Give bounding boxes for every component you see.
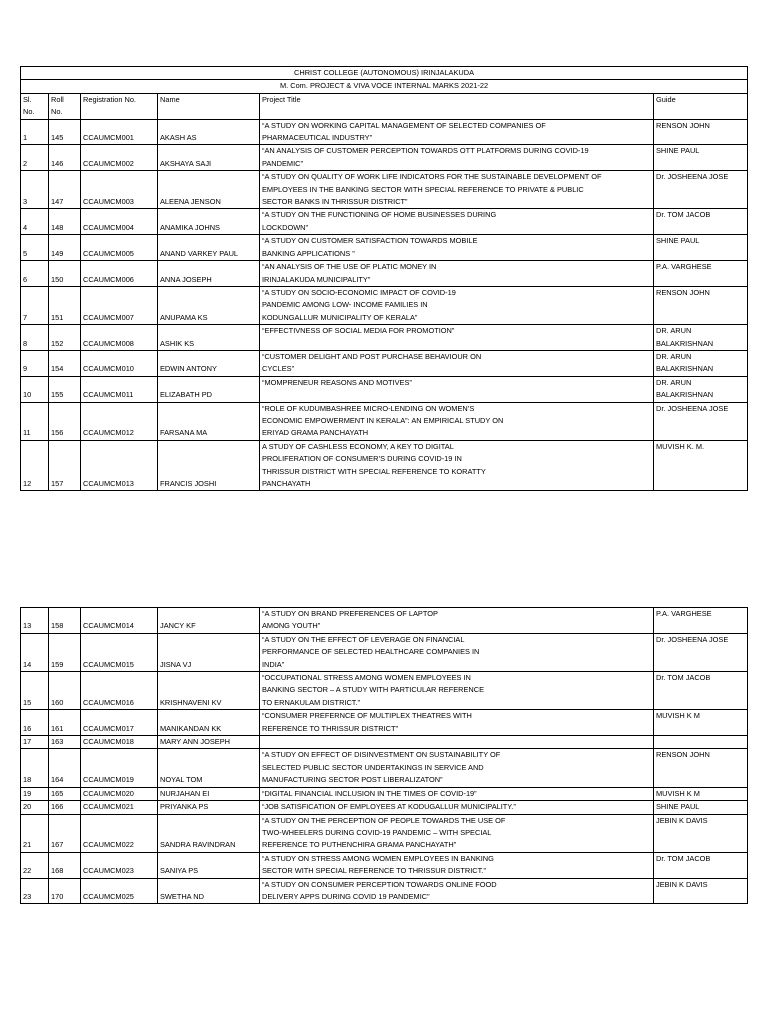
project-title-line: TWO-WHEELERS DURING COVID-19 PANDEMIC – WITH SPECIAL bbox=[262, 827, 492, 837]
registration-no-cell: CCAUMCM014 bbox=[81, 608, 158, 634]
name-cell: ELIZABATH PD bbox=[158, 376, 260, 402]
roll-no-cell: 152 bbox=[49, 325, 81, 351]
registration-no-cell: CCAUMCM022 bbox=[81, 814, 158, 852]
project-title-line: DELIVERY APPS DURING COVID 19 PANDEMIC” bbox=[262, 891, 430, 901]
project-title-line: TO ERNAKULAM DISTRICT.” bbox=[262, 697, 361, 707]
name-cell: ANUPAMA KS bbox=[158, 286, 260, 324]
guide-cell bbox=[654, 672, 748, 710]
guide-cell bbox=[654, 119, 748, 145]
name-cell: JISNA VJ bbox=[158, 633, 260, 671]
registration-no-cell: CCAUMCM003 bbox=[81, 171, 158, 209]
project-title-cell bbox=[260, 608, 654, 634]
project-title-line: PHARMACEUTICAL INDUSTRY” bbox=[262, 133, 373, 143]
college-title-row bbox=[21, 67, 748, 80]
table-row bbox=[21, 350, 748, 376]
roll-no-cell: 146 bbox=[49, 145, 81, 171]
project-title-line: LOCKDOWN” bbox=[262, 222, 308, 232]
project-title-cell bbox=[260, 376, 654, 402]
project-title-line: “ROLE OF KUDUMBASHREE MICRO-LENDING ON WOMEN’S bbox=[262, 403, 475, 413]
name-cell: FARSANA MA bbox=[158, 402, 260, 440]
project-title-cell bbox=[260, 235, 654, 261]
table-row bbox=[21, 787, 748, 800]
project-title-line: KODUNGALLUR MUNICIPALITY OF KERALA” bbox=[262, 312, 418, 322]
roll-no-cell: 145 bbox=[49, 119, 81, 145]
sl-no-header: Sl. No. bbox=[21, 93, 49, 119]
name-cell: SANIYA PS bbox=[158, 852, 260, 878]
sl-no-cell: 16 bbox=[21, 710, 49, 736]
table-row bbox=[21, 440, 748, 491]
sl-no-cell: 23 bbox=[21, 878, 49, 904]
project-title-line: MANUFACTURING SECTOR POST LIBERALIZATON” bbox=[262, 775, 443, 785]
registration-no-cell: CCAUMCM004 bbox=[81, 209, 158, 235]
project-title-line: BANKING SECTOR – A STUDY WITH PARTICULAR REFERENCE bbox=[262, 685, 485, 695]
project-title-cell bbox=[260, 440, 654, 491]
roll-no-header: Roll No. bbox=[49, 93, 81, 119]
guide-cell bbox=[654, 787, 748, 800]
project-title-line: “CONSUMER PREFERNCE OF MULTIPLEX THEATRES WITH bbox=[262, 711, 472, 721]
guide-line: JEBIN K DAVIS bbox=[656, 879, 708, 889]
roll-no-cell: 150 bbox=[49, 261, 81, 287]
project-title-cell bbox=[260, 787, 654, 800]
project-title-cell bbox=[260, 145, 654, 171]
table-row bbox=[21, 633, 748, 671]
name-cell: ALEENA JENSON bbox=[158, 171, 260, 209]
guide-line: Dr. TOM JACOB bbox=[656, 673, 711, 683]
roll-no-cell: 168 bbox=[49, 852, 81, 878]
registration-no-cell: CCAUMCM007 bbox=[81, 286, 158, 324]
project-title-line: “A STUDY ON WORKING CAPITAL MANAGEMENT OF SELECTED COMPANIES OF bbox=[262, 120, 546, 130]
project-title-line: REFERENCE TO PUTHENCHIRA GRAMA PANCHAYATH” bbox=[262, 840, 457, 850]
project-title-cell bbox=[260, 736, 654, 749]
roll-no-cell: 151 bbox=[49, 286, 81, 324]
exam-title-row bbox=[21, 80, 748, 93]
name-cell: AKASH AS bbox=[158, 119, 260, 145]
table-row bbox=[21, 814, 748, 852]
table-row bbox=[21, 710, 748, 736]
project-title-line: BANKING APPLICATIONS ” bbox=[262, 248, 355, 258]
project-title-cell bbox=[260, 878, 654, 904]
guide-cell bbox=[654, 325, 748, 351]
name-cell: ANNA JOSEPH bbox=[158, 261, 260, 287]
registration-no-cell: CCAUMCM001 bbox=[81, 119, 158, 145]
registration-no-cell: CCAUMCM002 bbox=[81, 145, 158, 171]
guide-cell bbox=[654, 171, 748, 209]
sl-no-cell: 6 bbox=[21, 261, 49, 287]
guide-cell bbox=[654, 235, 748, 261]
sl-no-cell: 21 bbox=[21, 814, 49, 852]
registration-no-cell: CCAUMCM013 bbox=[81, 440, 158, 491]
sl-no-cell: 2 bbox=[21, 145, 49, 171]
project-title-cell bbox=[260, 852, 654, 878]
project-title-line: “OCCUPATIONAL STRESS AMONG WOMEN EMPLOYEES IN bbox=[262, 673, 471, 683]
project-title-line: CYCLES” bbox=[262, 364, 295, 374]
sl-no-cell: 10 bbox=[21, 376, 49, 402]
table-row bbox=[21, 672, 748, 710]
sl-no-cell: 14 bbox=[21, 633, 49, 671]
name-cell: SWETHA ND bbox=[158, 878, 260, 904]
project-title-line: PANCHAYATH bbox=[262, 479, 311, 488]
guide-cell bbox=[654, 402, 748, 440]
name-header: Name bbox=[158, 93, 260, 119]
table-row bbox=[21, 171, 748, 209]
sl-no-cell: 4 bbox=[21, 209, 49, 235]
project-title-line: ERIYAD GRAMA PANCHAYATH bbox=[262, 428, 369, 438]
registration-no-cell: CCAUMCM019 bbox=[81, 749, 158, 787]
sl-no-cell: 13 bbox=[21, 608, 49, 634]
project-title-cell bbox=[260, 171, 654, 209]
guide-cell bbox=[654, 440, 748, 491]
project-title-line: SECTOR WITH SPECIAL REFERENCE TO THRISSUR DISTRICT.” bbox=[262, 866, 486, 876]
roll-no-cell: 156 bbox=[49, 402, 81, 440]
registration-no-cell: CCAUMCM005 bbox=[81, 235, 158, 261]
guide-cell bbox=[654, 350, 748, 376]
project-title-line: “A STUDY ON STRESS AMONG WOMEN EMPLOYEES IN BANKING bbox=[262, 853, 494, 863]
project-title-line: “A STUDY ON CUSTOMER SATISFACTION TOWARDS MOBILE bbox=[262, 236, 478, 246]
name-cell: ANAND VARKEY PAUL bbox=[158, 235, 260, 261]
project-title-line: SELECTED PUBLIC SECTOR UNDERTAKINGS IN SERVICE AND bbox=[262, 762, 484, 772]
roll-no-cell: 163 bbox=[49, 736, 81, 749]
guide-cell bbox=[654, 145, 748, 171]
exam-title: M. Com. PROJECT & VIVA VOCE INTERNAL MARKS 2021-22 bbox=[21, 80, 748, 93]
project-title-line: “A STUDY ON BRAND PREFERENCES OF LAPTOP bbox=[262, 609, 438, 618]
sl-no-cell: 17 bbox=[21, 736, 49, 749]
guide-header: Guide bbox=[654, 93, 748, 119]
guide-line: P.A. VARGHESE bbox=[656, 609, 712, 618]
sl-no-cell: 1 bbox=[21, 119, 49, 145]
guide-cell bbox=[654, 633, 748, 671]
sl-no-cell: 18 bbox=[21, 749, 49, 787]
project-title-cell bbox=[260, 209, 654, 235]
project-title-line: INDIA” bbox=[262, 659, 285, 669]
sl-no-cell: 15 bbox=[21, 672, 49, 710]
guide-line: DR. ARUN bbox=[656, 351, 692, 361]
guide-cell bbox=[654, 261, 748, 287]
project-title-line: AMONG YOUTH” bbox=[262, 621, 321, 631]
registration-no-cell: CCAUMCM023 bbox=[81, 852, 158, 878]
project-title-line: “EFFECTIVNESS OF SOCIAL MEDIA FOR PROMOTION” bbox=[262, 326, 455, 336]
roll-no-cell: 165 bbox=[49, 787, 81, 800]
name-cell: EDWIN ANTONY bbox=[158, 350, 260, 376]
table-row bbox=[21, 209, 748, 235]
sl-no-cell: 8 bbox=[21, 325, 49, 351]
project-title-line: SECTOR BANKS IN THRISSUR DISTRICT” bbox=[262, 197, 408, 207]
registration-no-header: Registration No. bbox=[81, 93, 158, 119]
registration-no-cell: CCAUMCM010 bbox=[81, 350, 158, 376]
guide-line: BALAKRISHNAN bbox=[656, 338, 714, 348]
roll-no-cell: 160 bbox=[49, 672, 81, 710]
project-title-line: “A STUDY ON THE PERCEPTION OF PEOPLE TOWARDS THE USE OF bbox=[262, 815, 506, 825]
project-title-line: PANDEMIC” bbox=[262, 158, 303, 168]
roll-no-cell: 164 bbox=[49, 749, 81, 787]
guide-line: RENSON JOHN bbox=[656, 750, 710, 760]
project-title-line: “MOMPRENEUR REASONS AND MOTIVES” bbox=[262, 377, 412, 387]
table-row bbox=[21, 736, 748, 749]
sl-no-cell: 3 bbox=[21, 171, 49, 209]
guide-line: MUVISH K. M. bbox=[656, 441, 705, 451]
name-cell: KRISHNAVENI KV bbox=[158, 672, 260, 710]
guide-line: RENSON JOHN bbox=[656, 287, 710, 297]
sl-no-cell: 9 bbox=[21, 350, 49, 376]
sl-no-cell: 12 bbox=[21, 440, 49, 491]
name-cell: ANAMIKA JOHNS bbox=[158, 209, 260, 235]
guide-line: DR. ARUN bbox=[656, 377, 692, 387]
project-title-line: “CUSTOMER DELIGHT AND POST PURCHASE BEHAVIOUR ON bbox=[262, 351, 482, 361]
project-title-line: PERFORMANCE OF SELECTED HEALTHCARE COMPANIES IN bbox=[262, 647, 480, 657]
registration-no-cell: CCAUMCM012 bbox=[81, 402, 158, 440]
guide-cell bbox=[654, 801, 748, 814]
guide-line: DR. ARUN bbox=[656, 326, 692, 336]
registration-no-cell: CCAUMCM020 bbox=[81, 787, 158, 800]
guide-cell bbox=[654, 852, 748, 878]
project-title-header: Project Title bbox=[260, 93, 654, 119]
guide-line: SHINE PAUL bbox=[656, 146, 700, 156]
roll-no-cell: 166 bbox=[49, 801, 81, 814]
roll-no-cell: 155 bbox=[49, 376, 81, 402]
project-title-line: “AN ANALYSIS OF CUSTOMER PERCEPTION TOWARDS OTT PLATFORMS DURING COVID-19 bbox=[262, 146, 589, 156]
project-title-line: “DIGITAL FINANCIAL INCLUSION IN THE TIMES OF COVID-19” bbox=[262, 788, 477, 798]
sl-no-cell: 22 bbox=[21, 852, 49, 878]
table-row bbox=[21, 119, 748, 145]
table-row bbox=[21, 261, 748, 287]
sl-no-cell: 7 bbox=[21, 286, 49, 324]
project-title-line: PANDEMIC AMONG LOW- INCOME FAMILIES IN bbox=[262, 300, 428, 310]
column-header-row bbox=[21, 93, 748, 119]
project-title-line: “AN ANALYSIS OF THE USE OF PLATIC MONEY IN bbox=[262, 262, 437, 272]
name-cell: FRANCIS JOSHI bbox=[158, 440, 260, 491]
table-row bbox=[21, 608, 748, 634]
marks-table-part-2 bbox=[20, 607, 748, 904]
project-title-line: “A STUDY ON SOCIO-ECONOMIC IMPACT OF COVID-19 bbox=[262, 287, 456, 297]
registration-no-cell: CCAUMCM021 bbox=[81, 801, 158, 814]
project-title-cell bbox=[260, 801, 654, 814]
table-row bbox=[21, 376, 748, 402]
table-row bbox=[21, 145, 748, 171]
project-title-line: ECONOMIC EMPOWERMENT IN KERALA”: AN EMPIRICAL STUDY ON bbox=[262, 415, 504, 425]
table-row bbox=[21, 325, 748, 351]
project-title-cell bbox=[260, 402, 654, 440]
guide-cell bbox=[654, 376, 748, 402]
guide-line: P.A. VARGHESE bbox=[656, 262, 712, 272]
guide-line: SHINE PAUL bbox=[656, 236, 700, 246]
marks-table-part-1 bbox=[20, 66, 748, 491]
guide-line: JEBIN K DAVIS bbox=[656, 815, 708, 825]
project-title-cell bbox=[260, 119, 654, 145]
project-title-line: PROLIFERATION OF CONSUMER’S DURING COVID-19 IN bbox=[262, 454, 462, 464]
guide-line: Dr. TOM JACOB bbox=[656, 210, 711, 220]
guide-cell bbox=[654, 878, 748, 904]
guide-line: Dr. JOSHEENA JOSE bbox=[656, 634, 729, 644]
name-cell: AKSHAYA SAJI bbox=[158, 145, 260, 171]
project-title-cell bbox=[260, 633, 654, 671]
sl-no-cell: 19 bbox=[21, 787, 49, 800]
table-row bbox=[21, 402, 748, 440]
registration-no-cell: CCAUMCM008 bbox=[81, 325, 158, 351]
sl-no-cell: 5 bbox=[21, 235, 49, 261]
project-title-cell bbox=[260, 710, 654, 736]
guide-line: SHINE PAUL bbox=[656, 802, 700, 812]
project-title-line: “A STUDY ON EFFECT OF DISINVESTMENT ON SUSTAINABILITY OF bbox=[262, 750, 501, 760]
table-row bbox=[21, 852, 748, 878]
table-row bbox=[21, 286, 748, 324]
guide-line: BALAKRISHNAN bbox=[656, 364, 714, 374]
table-row bbox=[21, 749, 748, 787]
roll-no-cell: 149 bbox=[49, 235, 81, 261]
project-title-cell bbox=[260, 814, 654, 852]
project-title-line: “A STUDY ON THE FUNCTIONING OF HOME BUSINESSES DURING bbox=[262, 210, 497, 220]
guide-cell bbox=[654, 209, 748, 235]
project-title-cell bbox=[260, 672, 654, 710]
project-title-line: “JOB SATISFICATION OF EMPLOYEES AT KODUGALLUR MUNICIPALITY.” bbox=[262, 802, 516, 812]
sl-no-cell: 11 bbox=[21, 402, 49, 440]
project-title-line: THRISSUR DISTRICT WITH SPECIAL REFERENCE TO KORATTY bbox=[262, 466, 486, 476]
registration-no-cell: CCAUMCM006 bbox=[81, 261, 158, 287]
project-title-line: A STUDY OF CASHLESS ECONOMY, A KEY TO DIGITAL bbox=[262, 441, 454, 451]
guide-cell bbox=[654, 814, 748, 852]
roll-no-cell: 154 bbox=[49, 350, 81, 376]
table-row bbox=[21, 235, 748, 261]
guide-cell bbox=[654, 749, 748, 787]
roll-no-cell: 158 bbox=[49, 608, 81, 634]
guide-cell bbox=[654, 710, 748, 736]
roll-no-cell: 161 bbox=[49, 710, 81, 736]
college-title: CHRIST COLLEGE (AUTONOMOUS) IRINJALAKUDA bbox=[21, 67, 748, 80]
registration-no-cell: CCAUMCM015 bbox=[81, 633, 158, 671]
name-cell: PRIYANKA PS bbox=[158, 801, 260, 814]
guide-line: Dr. JOSHEENA JOSE bbox=[656, 403, 729, 413]
guide-line: Dr. TOM JACOB bbox=[656, 853, 711, 863]
name-cell: JANCY KF bbox=[158, 608, 260, 634]
roll-no-cell: 148 bbox=[49, 209, 81, 235]
registration-no-cell: CCAUMCM011 bbox=[81, 376, 158, 402]
project-title-line: EMPLOYEES IN THE BANKING SECTOR WITH SPECIAL REFERENCE TO PRIVATE & PUBLIC bbox=[262, 184, 584, 194]
project-title-cell bbox=[260, 749, 654, 787]
project-title-cell bbox=[260, 286, 654, 324]
guide-cell bbox=[654, 286, 748, 324]
name-cell: SANDRA RAVINDRAN bbox=[158, 814, 260, 852]
registration-no-cell: CCAUMCM017 bbox=[81, 710, 158, 736]
table-row bbox=[21, 878, 748, 904]
guide-line: MUVISH K M bbox=[656, 711, 700, 721]
roll-no-cell: 157 bbox=[49, 440, 81, 491]
name-cell: NURJAHAN EI bbox=[158, 787, 260, 800]
roll-no-cell: 159 bbox=[49, 633, 81, 671]
project-title-line: “A STUDY ON QUALITY OF WORK LIFE INDICATORS FOR THE SUSTAINABLE DEVELOPMENT OF bbox=[262, 172, 602, 182]
name-cell: NOYAL TOM bbox=[158, 749, 260, 787]
project-title-line: “A STUDY ON CONSUMER PERCEPTION TOWARDS ONLINE FOOD bbox=[262, 879, 497, 889]
roll-no-cell: 170 bbox=[49, 878, 81, 904]
guide-cell bbox=[654, 608, 748, 634]
guide-line: MUVISH K M bbox=[656, 788, 700, 798]
guide-line: Dr. JOSHEENA JOSE bbox=[656, 172, 729, 182]
guide-line: RENSON JOHN bbox=[656, 120, 710, 130]
project-title-line: REFERENCE TO THRISSUR DISTRICT” bbox=[262, 723, 398, 733]
name-cell: ASHIK KS bbox=[158, 325, 260, 351]
sl-no-cell: 20 bbox=[21, 801, 49, 814]
registration-no-cell: CCAUMCM016 bbox=[81, 672, 158, 710]
roll-no-cell: 167 bbox=[49, 814, 81, 852]
table-row bbox=[21, 801, 748, 814]
project-title-line: “A STUDY ON THE EFFECT OF LEVERAGE ON FINANCIAL bbox=[262, 634, 465, 644]
roll-no-cell: 147 bbox=[49, 171, 81, 209]
guide-line: BALAKRISHNAN bbox=[656, 390, 714, 400]
project-title-line: IRINJALAKUDA MUNICIPALITY” bbox=[262, 274, 371, 284]
registration-no-cell: CCAUMCM025 bbox=[81, 878, 158, 904]
project-title-cell bbox=[260, 350, 654, 376]
project-title-cell bbox=[260, 261, 654, 287]
name-cell: MANIKANDAN KK bbox=[158, 710, 260, 736]
project-title-cell bbox=[260, 325, 654, 351]
registration-no-cell: CCAUMCM018 bbox=[81, 736, 158, 749]
name-cell: MARY ANN JOSEPH bbox=[158, 736, 260, 749]
guide-cell bbox=[654, 736, 748, 749]
